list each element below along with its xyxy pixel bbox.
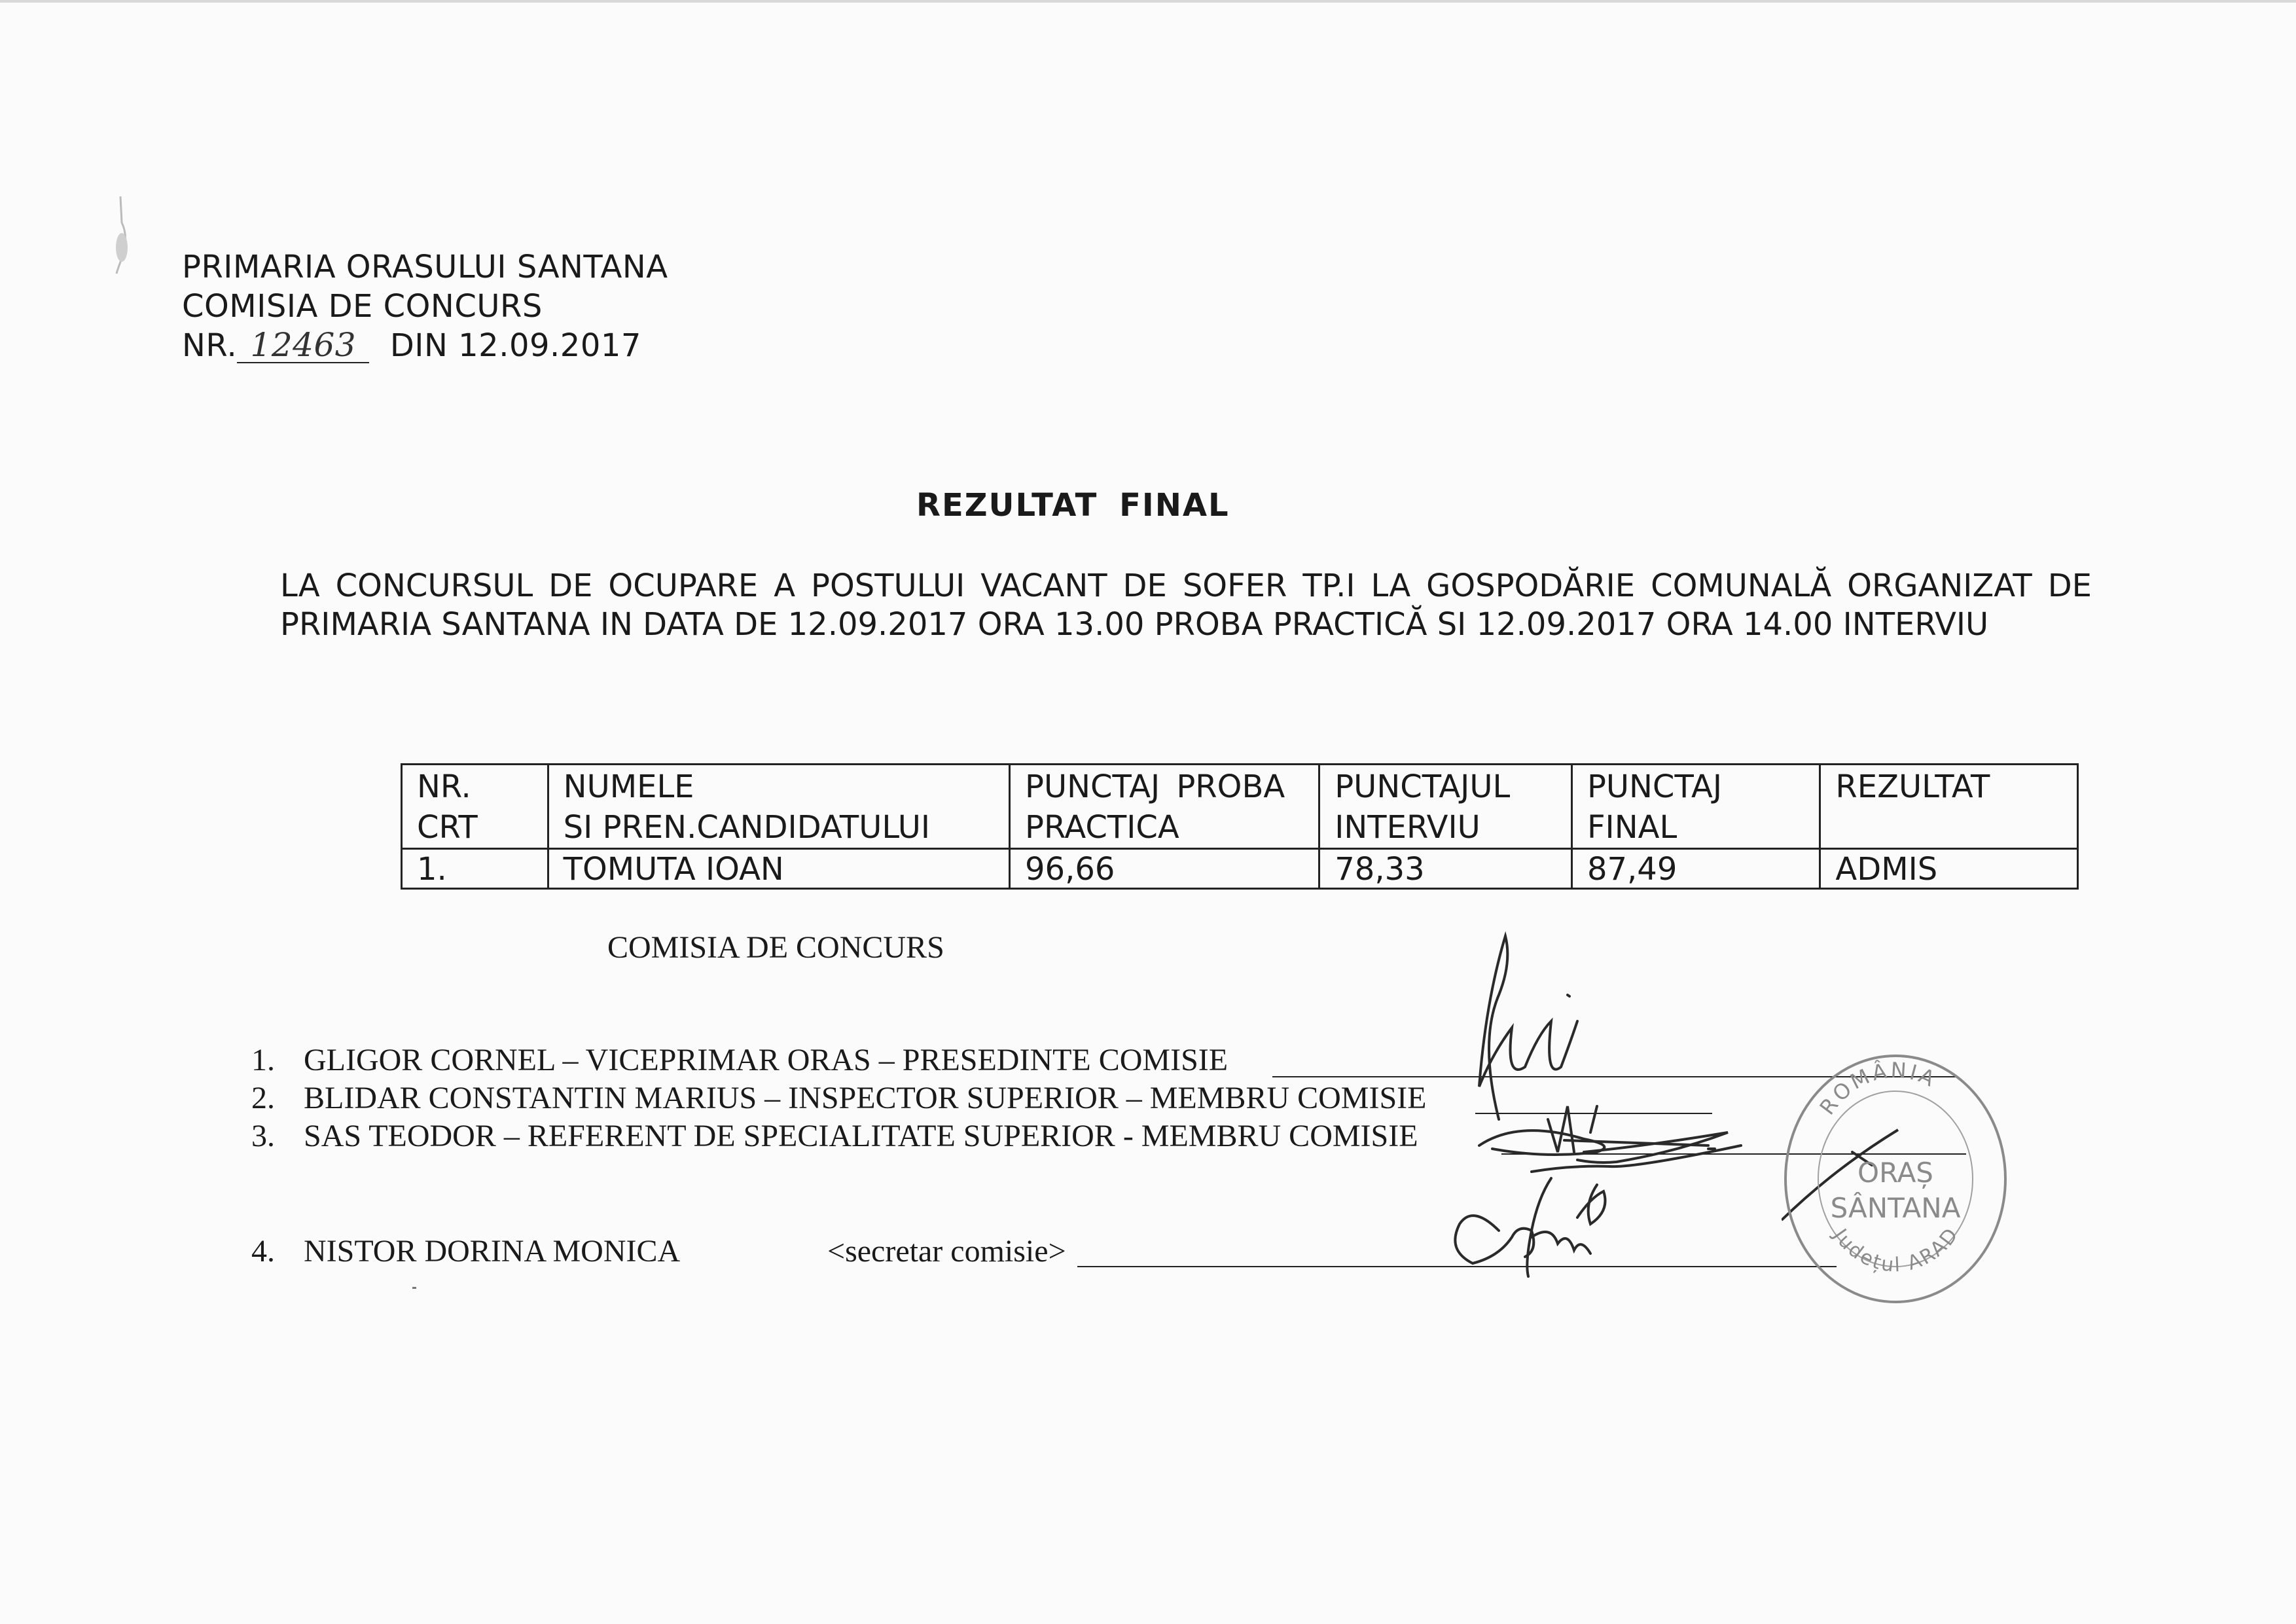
official-stamp [1782,1051,2009,1307]
document-header [182,247,668,365]
committee-title: COMISIA DE CONCURS [607,930,944,965]
stamp-top-text: ROMÂNIA [1814,1057,1941,1120]
stamp-line-2: SÂNTANA [1830,1192,1961,1224]
scan-edge [0,0,2296,3]
cell-final-score: 87,49 [1571,849,1820,889]
commission-name: COMISIA DE CONCURS [182,288,543,325]
stamp-line-1: ORAȘ [1857,1157,1933,1189]
institution-name: PRIMARIA ORASULUI SANTANA [182,249,668,285]
registration-line [182,326,668,365]
cell-name: TOMUTA IOAN [548,849,1009,889]
table-row [402,849,2078,889]
scan-speck [412,1287,416,1289]
svg-text:Județul ARAD [1828,1223,1964,1277]
document-title: REZULTAT FINAL [916,487,1230,524]
intro-paragraph: LA CONCURSUL DE OCUPARE A POSTULUI VACANT DE SOFER TP.I LA GOSPODĂRIE COMUNALĂ ORGANIZAT DE PRIMARIA SANTANA IN DATA DE 12.09.2017 ORA 13.00 PROBA PRACTICĂ SI 12.09.2017 ORA 14.00 INTERVIU [280,568,2092,643]
nr-label: NR. [182,327,238,364]
cell-practical-score: 96,66 [1010,849,1319,889]
header-cell-nr: NR. CRT [402,765,548,849]
svg-text:ROMÂNIA [1815,1057,1941,1119]
cell-interview-score: 78,33 [1319,849,1572,889]
header-cell-interview: PUNCTAJUL INTERVIU [1319,765,1572,849]
table-header-row [402,765,2078,849]
header-cell-result: REZULTAT [1820,765,2078,849]
header-cell-final: PUNCTAJ FINAL [1571,765,1820,849]
results-table [401,763,2079,890]
header-cell-name: NUMELE SI PREN.CANDIDATULUI [548,765,1009,849]
cell-nr: 1. [402,849,548,889]
stamp-bottom-text: Județul ARAD [1828,1223,1964,1277]
punch-hole-mark [111,196,131,275]
cell-result: ADMIS [1820,849,2078,889]
secretary-role: <secretar comisie> [827,1234,1066,1269]
document-date: DIN 12.09.2017 [389,327,641,364]
registration-number: 12463 [237,328,369,363]
header-cell-practical: PUNCTAJ PROBA PRACTICA [1010,765,1319,849]
